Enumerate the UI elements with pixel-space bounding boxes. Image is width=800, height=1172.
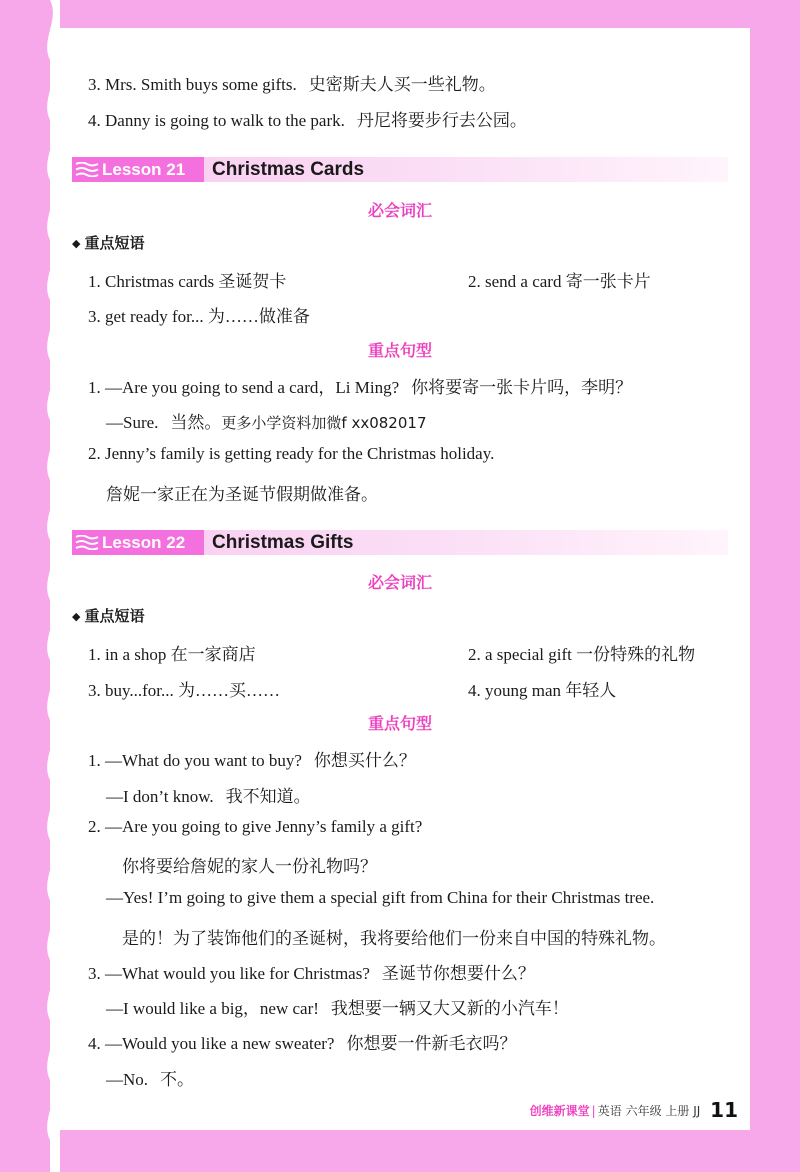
section-heading-sentences: 重点句型 bbox=[367, 714, 432, 733]
sentence-line: 詹妮一家正在为圣诞节假期做准备。 bbox=[106, 485, 378, 504]
section-heading-vocab: 必会词汇 bbox=[367, 201, 432, 220]
page-number: 11 bbox=[710, 1098, 738, 1122]
subheading-phrases: ◆ 重点短语 bbox=[72, 234, 145, 252]
sentence-line: 3. Mrs. Smith buys some gifts. 史密斯夫人买一些礼物。 bbox=[88, 75, 496, 94]
phrase-item: 4. young man 年轻人 bbox=[468, 681, 617, 700]
phrase-item: 2. a special gift 一份特殊的礼物 bbox=[468, 645, 696, 664]
lesson-22-header bbox=[72, 530, 728, 555]
diamond-icon: ◆ bbox=[72, 610, 81, 623]
lesson-badge bbox=[72, 157, 204, 182]
sentence-line: 你将要给詹妮的家人一份礼物吗？ bbox=[122, 857, 377, 876]
sentence-line: —I would like a big，new car! 我想要一辆又大又新的小汽车！ bbox=[106, 999, 569, 1018]
footer-grade: 六年级 bbox=[625, 1104, 662, 1118]
sentence-line: 3. —What would you like for Christmas? 圣诞节你想要什么？ bbox=[88, 964, 535, 983]
lesson-number: Lesson 22 bbox=[102, 533, 186, 552]
watermark-note: 更多小学资料加微f xx082017 bbox=[221, 414, 427, 432]
sentence-line: —No. 不。 bbox=[106, 1070, 195, 1089]
brand-name: 创维新课堂 bbox=[529, 1104, 590, 1118]
phrase-item: 1. in a shop 在一家商店 bbox=[88, 645, 256, 664]
lesson-21-header bbox=[72, 157, 728, 182]
sentence-line: 是的！为了装饰他们的圣诞树，我将要给他们一份来自中国的特殊礼物。 bbox=[122, 929, 666, 948]
waves-icon bbox=[75, 162, 99, 177]
sentence-line: 2. Jenny’s family is getting ready for the Christmas holiday. bbox=[88, 444, 495, 463]
sentence-line: 1. —Are you going to send a card，Li Ming? 你将要寄一张卡片吗，李明？ bbox=[88, 378, 633, 397]
lesson-title: Christmas Gifts bbox=[212, 532, 354, 553]
waves-icon bbox=[75, 535, 99, 550]
section-heading-sentences: 重点句型 bbox=[367, 341, 432, 360]
phrase-item: 1. Christmas cards 圣诞贺卡 bbox=[88, 272, 287, 291]
subheading-phrases: ◆ 重点短语 bbox=[72, 607, 145, 625]
section-heading-vocab: 必会词汇 bbox=[367, 573, 432, 592]
phrase-item: 2. send a card 寄一张卡片 bbox=[468, 272, 651, 291]
diamond-icon: ◆ bbox=[72, 237, 81, 250]
sentence-line: —Yes! I’m going to give them a special gift from China for their Christmas tree. bbox=[106, 888, 655, 907]
sentence-line: 4. —Would you like a new sweater? 你想要一件新毛衣吗？ bbox=[88, 1034, 517, 1053]
footer-edition: JJ bbox=[693, 1104, 701, 1118]
lesson-title: Christmas Cards bbox=[212, 159, 365, 180]
page-footer: 创维新课堂 | 英语 六年级 上册 JJ 11 bbox=[529, 1098, 738, 1122]
sentence-line: —I don’t know. 我不知道。 bbox=[106, 787, 311, 806]
footer-term: 上册 bbox=[665, 1104, 690, 1118]
sentence-line: 1. —What do you want to buy? 你想买什么？ bbox=[88, 751, 416, 770]
footer-subject: 英语 bbox=[597, 1104, 622, 1118]
lesson-badge bbox=[72, 530, 204, 555]
sentence-line: 4. Danny is going to walk to the park. 丹尼将要步行去公园。 bbox=[88, 111, 527, 130]
phrase-item: 3. get ready for... 为……做准备 bbox=[88, 307, 310, 326]
phrase-item: 3. buy...for... 为……买…… bbox=[88, 681, 281, 700]
sentence-line: —Sure. 当然。更多小学资料加微f xx082017 bbox=[106, 413, 427, 432]
lesson-number: Lesson 21 bbox=[102, 160, 186, 179]
sentence-line: 2. —Are you going to give Jenny’s family a gift? bbox=[88, 817, 423, 836]
